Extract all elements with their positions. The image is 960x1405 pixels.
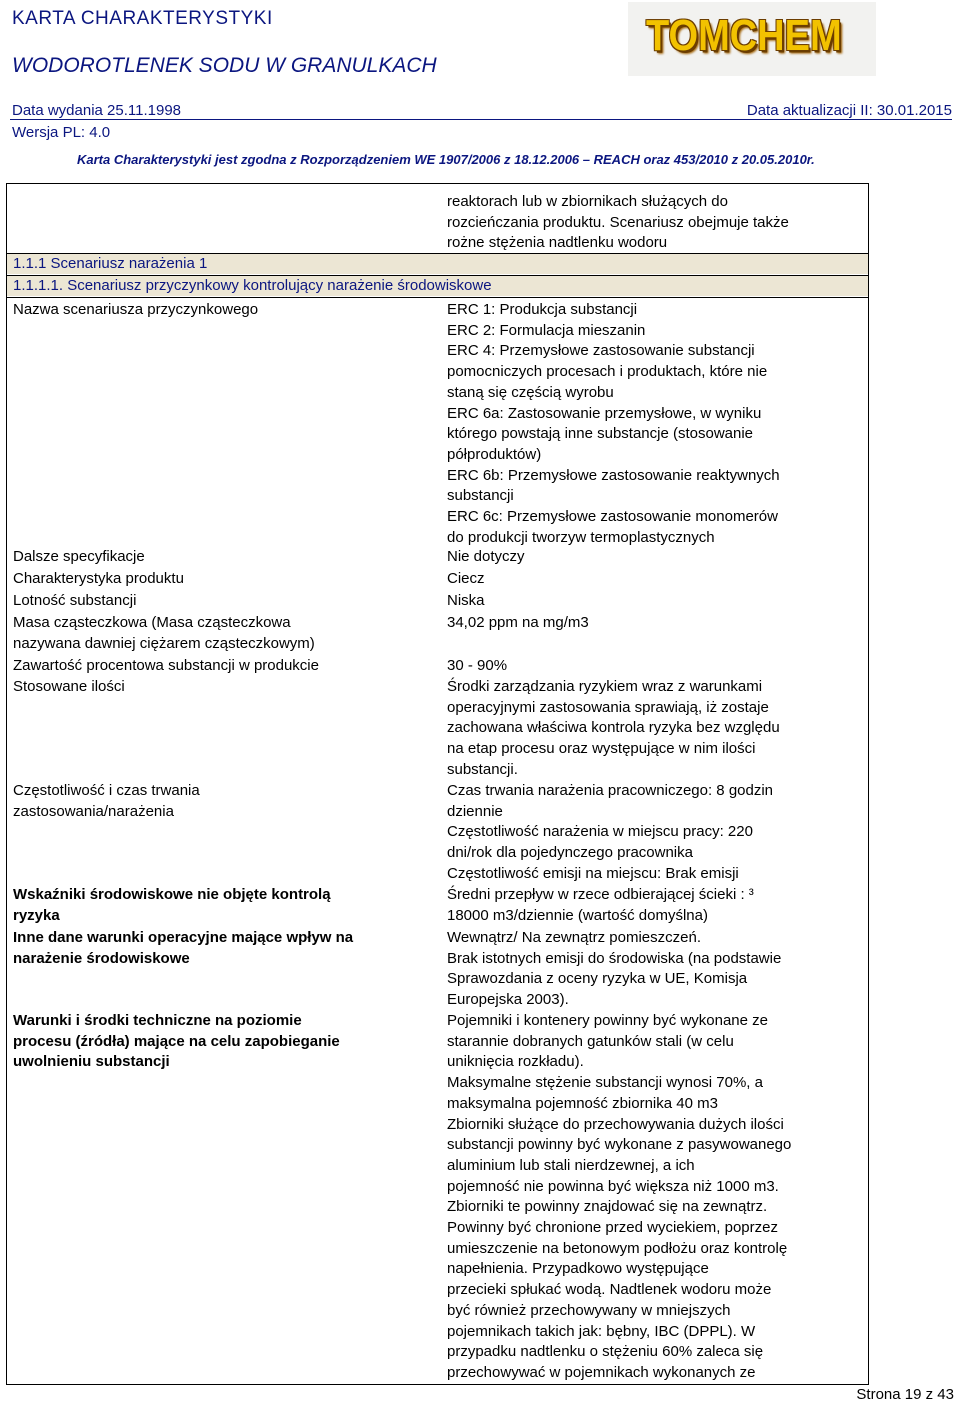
continued-note: reaktorach lub w zbiornikach służących do rozcieńczania produktu. Scenariusz obejmuje także rożne stężenia nadtlenku wodoru	[447, 193, 789, 252]
company-logo	[628, 2, 876, 76]
regulation-note: Karta Charakterystyki jest zgodna z Rozporządzeniem WE 1907/2006 z 18.12.2006 – REACH oraz 453/2010 z 20.05.2010r.	[77, 152, 815, 167]
row-value-product-char: Ciecz	[447, 570, 485, 587]
update-date: Data aktualizacji II: 30.01.2015	[746, 102, 952, 119]
row-label-further-spec: Dalsze specyfikacje	[13, 548, 145, 565]
row-label-scenario-name: Nazwa scenariusza przyczynkowego	[13, 301, 259, 318]
page-number: Strona 19 z 43	[856, 1386, 954, 1403]
header-divider	[10, 119, 952, 120]
row-label-molar-mass: Masa cząsteczkowa (Masa cząsteczkowa nazywana dawniej ciężarem cząsteczkowym)	[13, 614, 315, 652]
document-title: KARTA CHARAKTERYSTYKI	[12, 8, 273, 29]
issue-date: Data wydania 25.11.1998	[12, 102, 182, 119]
row-value-volatility: Niska	[447, 592, 485, 609]
row-value-amounts: Środki zarządzania ryzykiem wraz z warunkami operacyjnymi zastosowania sprawiają, iż zostaje zachowana właściwa kontrola ryzyka bez względu na etap procesu oraz występujące w nim ilości substancji.	[447, 678, 780, 778]
logo-text: TOMCHEM	[646, 12, 842, 61]
section-heading-scenario: 1.1.1.1. Scenariusz przyczynkowy kontrolujący narażenie środowiskowe	[13, 277, 492, 294]
section-heading-exposure: 1.1.1 Scenariusz narażenia 1	[13, 255, 208, 272]
row-label-amounts: Stosowane ilości	[13, 678, 125, 695]
row-divider	[6, 297, 869, 298]
row-value-molar-mass: 34,02 ppm na mg/m3	[447, 614, 589, 631]
row-value-technical: Pojemniki i kontenery powinny być wykonane ze starannie dobranych gatunków stali (w celu uniknięcia rozkładu). Maksymalne stężenie substancji wynosi 70%, a maksymalna pojemność zbiornika 40 m3 Zbiorniki służące do przechowywania dużych ilości substancji powinny być wykonane z pasywowanego aluminium lub stali nierdzewnej, a ich pojemność nie powinna być większa niż 1000 m3. Zbiorniki te powinny znajdować się na zewnątrz. Powinny być chronione przed wyciekiem, poprzez umieszczenie na betonowym podłożu oraz kontrolę napełnienia. Przypadkowo występujące przecieki spłukać wodą. Nadtlenek wodoru może być również przechowywany w mniejszych pojemnikach takich jak: bębny, IBC (DPPL). W przypadku nadtlenku o stężeniu 60% zaleca się przechowywać w pojemnikach wykonanych ze	[447, 1012, 792, 1381]
product-name: WODOROTLENEK SODU W GRANULKACH	[12, 54, 437, 77]
row-label-technical: Warunki i środki techniczne na poziomie procesu (źródła) mające na celu zapobieganie uwolnieniu substancji	[13, 1012, 340, 1071]
row-value-env-factors: Średni przepływ w rzece odbierającej ścieki : ³ 18000 m3/dziennie (wartość domyślna)	[447, 886, 754, 924]
row-value-further-spec: Nie dotyczy	[447, 548, 525, 565]
row-value-content: 30 - 90%	[447, 657, 508, 674]
row-label-product-char: Charakterystyka produktu	[13, 570, 184, 587]
row-label-env-factors: Wskaźniki środowiskowe nie objęte kontrolą ryzyka	[13, 886, 331, 924]
row-label-other-conditions: Inne dane warunki operacyjne mające wpływ na narażenie środowiskowe	[13, 929, 354, 967]
row-label-content: Zawartość procentowa substancji w produkcie	[13, 657, 319, 674]
row-label-frequency: Częstotliwość i czas trwania zastosowania/narażenia	[13, 782, 200, 820]
row-label-volatility: Lotność substancji	[13, 592, 137, 609]
version: Wersja PL: 4.0	[12, 124, 111, 141]
row-value-other-conditions: Wewnątrz/ Na zewnątrz pomieszczeń. Brak istotnych emisji do środowiska (na podstawie Sprawozdania z oceny ryzyka w UE, Komisja Europejska 2003).	[447, 929, 782, 1009]
row-value-scenario-name: ERC 1: Produkcja substancji ERC 2: Formulacja mieszanin ERC 4: Przemysłowe zastosowanie substancji pomocniczych procesach i produktach, które nie staną się częścią wyrobu ERC 6a: Zastosowanie przemysłowe, w wyniku którego powstają inne substancje (stosowanie półproduktów) ERC 6b: Przemysłowe zastosowanie reaktywnych substancji ERC 6c: Przemysłowe zastosowanie monomerów do produkcji tworzyw termoplastycznych	[447, 301, 780, 546]
row-value-frequency: Czas trwania narażenia pracowniczego: 8 godzin dziennie Częstotliwość narażenia w miejscu pracy: 220 dni/rok dla pojedynczego pracownika Częstotliwość emisji na miejscu: Brak emisji	[447, 782, 774, 882]
